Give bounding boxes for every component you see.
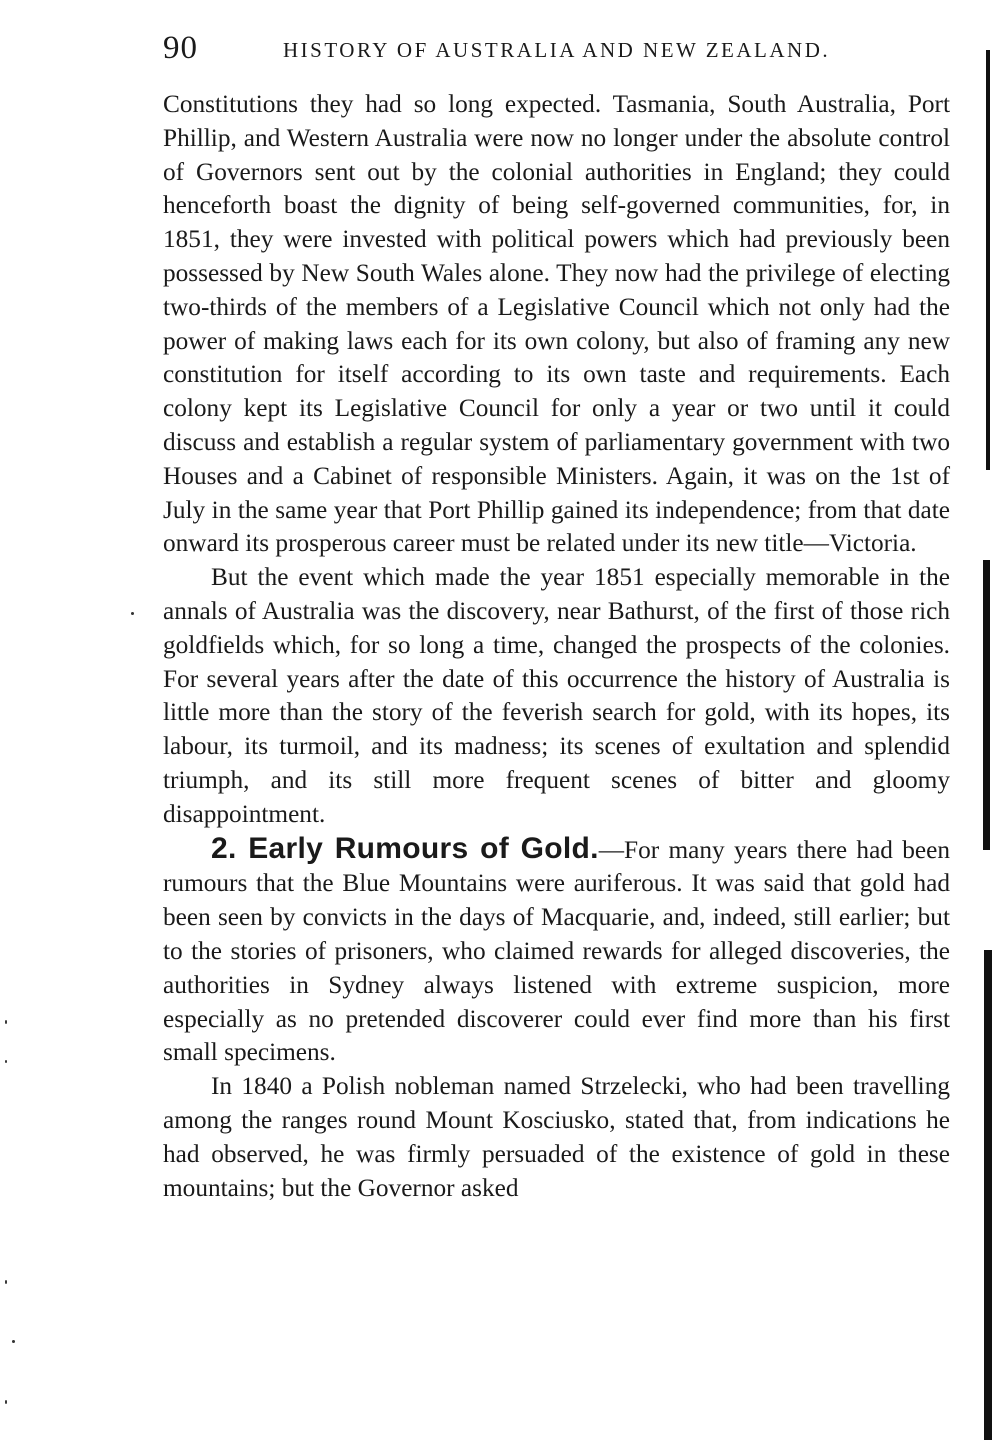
paragraph-constitutions: Constitutions they had so long expected. Tasmania, South Australia, Port Phillip, and Western Australia were now no longer under the absolute control of Governors sent out by the colonial authorities in England; they could henceforth boast the dignity of being self-governed communities, for, in 1851, they were invested with political powers which had previously been possessed by New South Wales alone. They now had the privilege of electing two-thirds of the members of a Legislative Council which not only had the power of making laws each for its own colony, but also of framing any new constitution for itself according to its own taste and requirements. Each colony kept its Legislative Council for only a year or two until it could discuss and establish a regular system of parliamentary government with two Houses and a Cabinet of responsible Ministers. Again, it was on the 1st of July in the same year that Port Phillip gained its independence; from that date onward its prosperous career must be related under its new title—Victoria. bbox=[163, 90, 950, 558]
paragraph-strzelecki: In 1840 a Polish nobleman named Strzelecki, who had been travelling among the ranges round Mount Kosciusko, stated that, from indications he had observed, he was firmly persuaded of the existence of gold in these mountains; but the Governor asked bbox=[163, 1072, 950, 1202]
section-early-rumours bbox=[163, 832, 950, 1071]
margin-speck bbox=[5, 1400, 7, 1404]
margin-speck bbox=[5, 1020, 7, 1024]
page-body bbox=[163, 88, 950, 1205]
page-number: 90 bbox=[163, 30, 198, 66]
margin-speck bbox=[5, 1280, 7, 1284]
scan-edge-middle bbox=[983, 560, 990, 850]
section-text: —For many years there had been rumours that the Blue Mountains were auriferous. It was said that gold had been seen by convicts in the days of Macquarie, and, indeed, still earlier; but to the stories of prisoners, who claimed rewards for alleged discoveries, the authorities in Sydney always listened with extreme suspicion, more especially as no pretended discoverer could ever find more than his first small specimens. bbox=[163, 835, 950, 1067]
scan-edge-bottom bbox=[984, 950, 992, 1440]
margin-speck bbox=[5, 1060, 7, 1063]
page-header bbox=[163, 30, 953, 70]
paragraph-gold-discovery: But the event which made the year 1851 especially memorable in the annals of Australia was the discovery, near Bathurst, of the first of those rich goldfields which, for so long a time, changed the prospects of the colonies. For several years after the date of this occurrence the history of Australia is little more than the story of the feverish search for gold, with its hopes, its labour, its turmoil, and its madness; its scenes of exultation and splendid triumph, and its still more frequent scenes of bitter and gloomy disappointment. bbox=[163, 563, 950, 828]
running-title: HISTORY OF AUSTRALIA AND NEW ZEALAND. bbox=[283, 38, 831, 62]
scan-edge-top bbox=[986, 50, 990, 470]
section-heading: 2. Early Rumours of Gold. bbox=[211, 831, 599, 865]
margin-speck bbox=[131, 612, 134, 615]
margin-speck bbox=[12, 1340, 15, 1343]
